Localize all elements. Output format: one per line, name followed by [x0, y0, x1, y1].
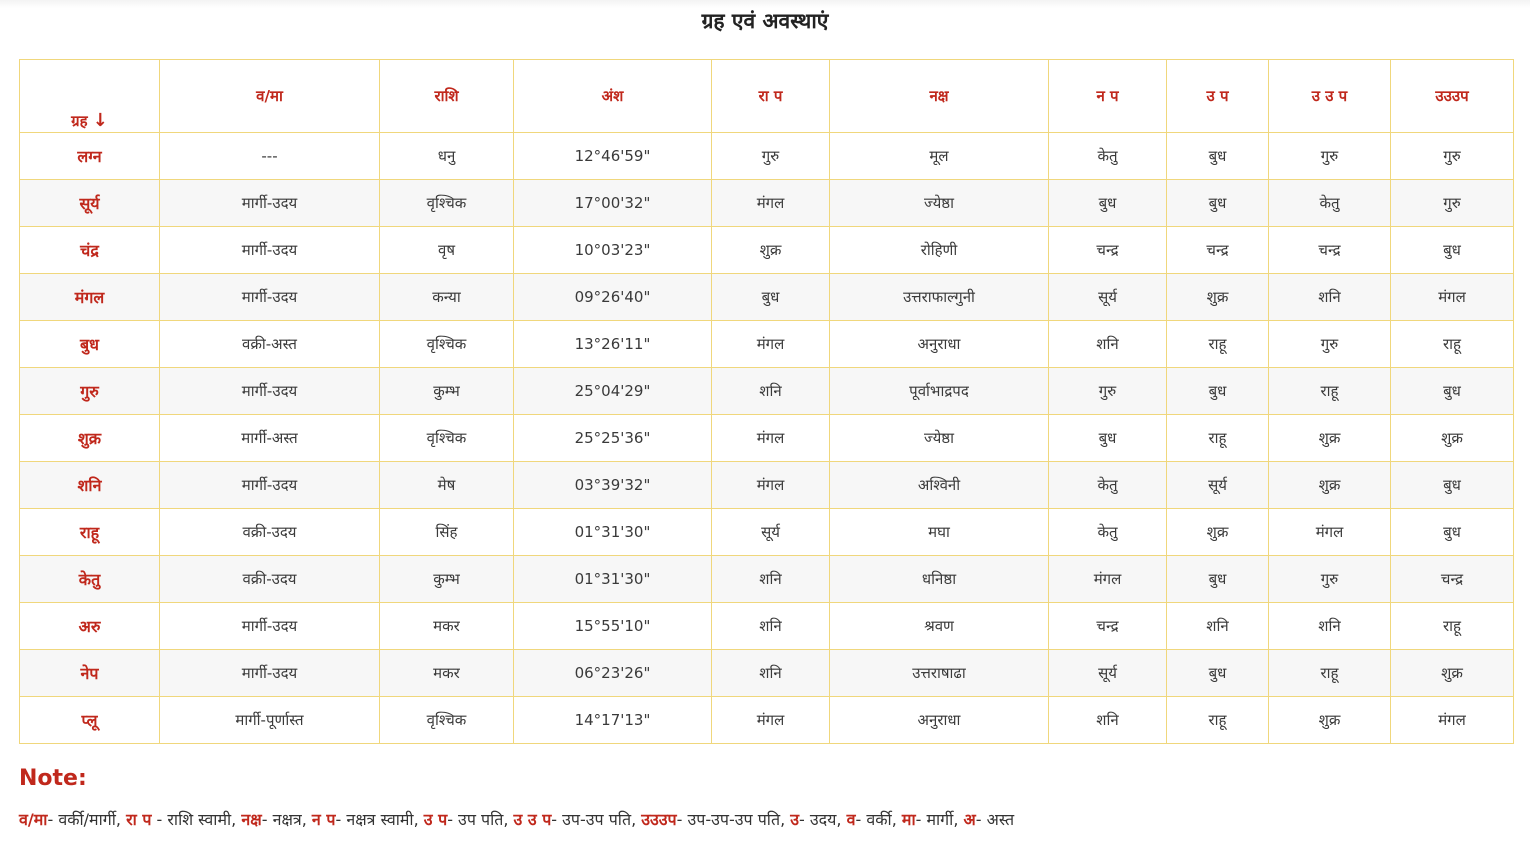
cell-ansh: 03°39'32"	[514, 462, 712, 509]
legend-text: - मार्गी,	[915, 810, 964, 829]
table-row	[20, 462, 1514, 509]
cell-uuup: शुक्र	[1391, 650, 1514, 697]
table-row	[20, 227, 1514, 274]
cell-rashi: वृश्चिक	[380, 415, 514, 462]
cell-graha: केतु	[20, 556, 160, 603]
cell-naksh: मघा	[830, 509, 1049, 556]
cell-uuup: मंगल	[1391, 697, 1514, 744]
cell-ansh: 17°00'32"	[514, 180, 712, 227]
cell-graha: चंद्र	[20, 227, 160, 274]
cell-ansh: 01°31'30"	[514, 509, 712, 556]
legend-abbr: उ प	[423, 810, 448, 829]
cell-na-pa: शनि	[1049, 697, 1167, 744]
cell-u-pa: बुध	[1167, 556, 1269, 603]
cell-u-pa: चन्द्र	[1167, 227, 1269, 274]
cell-graha: प्लू	[20, 697, 160, 744]
cell-graha: सूर्य	[20, 180, 160, 227]
cell-na-pa: सूर्य	[1049, 274, 1167, 321]
cell-ra-pa: मंगल	[712, 697, 830, 744]
cell-naksh: ज्येष्ठा	[830, 180, 1049, 227]
table-row	[20, 274, 1514, 321]
cell-graha: शुक्र	[20, 415, 160, 462]
cell-rashi: कन्या	[380, 274, 514, 321]
legend-text: - उप पति,	[447, 810, 514, 829]
cell-va-ma: मार्गी-पूर्णास्त	[160, 697, 380, 744]
cell-na-pa: केतु	[1049, 509, 1167, 556]
table-row	[20, 603, 1514, 650]
cell-naksh: उत्तराफाल्गुनी	[830, 274, 1049, 321]
cell-ra-pa: शुक्र	[712, 227, 830, 274]
table-row	[20, 180, 1514, 227]
cell-u-u-pa: राहू	[1269, 368, 1391, 415]
legend-abbr: नक्ष	[241, 810, 262, 829]
header-rashi: राशि	[380, 60, 514, 133]
cell-ra-pa: मंगल	[712, 321, 830, 368]
cell-va-ma: मार्गी-उदय	[160, 227, 380, 274]
cell-u-u-pa: राहू	[1269, 650, 1391, 697]
table-row	[20, 415, 1514, 462]
cell-naksh: ज्येष्ठा	[830, 415, 1049, 462]
table-row	[20, 368, 1514, 415]
cell-va-ma: मार्गी-उदय	[160, 274, 380, 321]
cell-u-u-pa: शनि	[1269, 274, 1391, 321]
cell-u-u-pa: गुरु	[1269, 133, 1391, 180]
cell-va-ma: मार्गी-उदय	[160, 180, 380, 227]
legend-abbr: न प	[311, 810, 336, 829]
abbreviation-legend	[19, 806, 1509, 834]
cell-ra-pa: शनि	[712, 603, 830, 650]
cell-uuup: राहू	[1391, 321, 1514, 368]
cell-u-u-pa: गुरु	[1269, 556, 1391, 603]
legend-abbr: उ उ प	[513, 810, 552, 829]
cell-rashi: वृष	[380, 227, 514, 274]
sort-down-arrow-icon: ↓	[92, 109, 108, 131]
cell-ra-pa: सूर्य	[712, 509, 830, 556]
cell-va-ma: मार्गी-उदय	[160, 650, 380, 697]
legend-abbr: उ	[790, 810, 800, 829]
cell-uuup: गुरु	[1391, 180, 1514, 227]
cell-na-pa: चन्द्र	[1049, 227, 1167, 274]
cell-na-pa: गुरु	[1049, 368, 1167, 415]
legend-abbr: व/मा	[19, 810, 48, 829]
header-ansh: अंश	[514, 60, 712, 133]
legend-text: - वर्की,	[855, 810, 902, 829]
cell-va-ma: वक्री-अस्त	[160, 321, 380, 368]
cell-va-ma: मार्गी-उदय	[160, 462, 380, 509]
cell-naksh: अनुराधा	[830, 321, 1049, 368]
cell-graha: नेप	[20, 650, 160, 697]
cell-va-ma: वक्री-उदय	[160, 509, 380, 556]
header-u-pa: उ प	[1167, 60, 1269, 133]
cell-u-pa: बुध	[1167, 133, 1269, 180]
cell-u-pa: बुध	[1167, 650, 1269, 697]
cell-rashi: कुम्भ	[380, 556, 514, 603]
cell-ansh: 14°17'13"	[514, 697, 712, 744]
table-row	[20, 650, 1514, 697]
cell-na-pa: मंगल	[1049, 556, 1167, 603]
page-title: ग्रह एवं अवस्थाएं	[701, 9, 829, 33]
cell-graha: मंगल	[20, 274, 160, 321]
planet-state-table	[19, 59, 1514, 744]
cell-graha: लग्न	[20, 133, 160, 180]
cell-na-pa: बुध	[1049, 180, 1167, 227]
cell-ra-pa: बुध	[712, 274, 830, 321]
cell-naksh: पूर्वाभाद्रपद	[830, 368, 1049, 415]
note-heading: Note:	[19, 766, 87, 791]
cell-ansh: 13°26'11"	[514, 321, 712, 368]
cell-ansh: 25°04'29"	[514, 368, 712, 415]
cell-u-u-pa: केतु	[1269, 180, 1391, 227]
cell-graha: गुरु	[20, 368, 160, 415]
legend-text: - अस्त	[975, 810, 1015, 829]
cell-rashi: धनु	[380, 133, 514, 180]
cell-ra-pa: गुरु	[712, 133, 830, 180]
cell-naksh: अश्विनी	[830, 462, 1049, 509]
cell-rashi: वृश्चिक	[380, 180, 514, 227]
cell-naksh: धनिष्ठा	[830, 556, 1049, 603]
cell-uuup: बुध	[1391, 368, 1514, 415]
cell-ansh: 15°55'10"	[514, 603, 712, 650]
cell-ansh: 06°23'26"	[514, 650, 712, 697]
cell-graha: राहू	[20, 509, 160, 556]
cell-va-ma: मार्गी-उदय	[160, 603, 380, 650]
legend-abbr: अ	[963, 810, 976, 829]
cell-va-ma: मार्गी-उदय	[160, 368, 380, 415]
cell-va-ma: वक्री-उदय	[160, 556, 380, 603]
cell-ra-pa: शनि	[712, 368, 830, 415]
cell-uuup: बुध	[1391, 227, 1514, 274]
cell-u-pa: शुक्र	[1167, 509, 1269, 556]
legend-abbr: मा	[901, 810, 916, 829]
cell-na-pa: बुध	[1049, 415, 1167, 462]
header-va-ma: व/मा	[160, 60, 380, 133]
header-naksh: नक्ष	[830, 60, 1049, 133]
cell-uuup: शुक्र	[1391, 415, 1514, 462]
cell-naksh: रोहिणी	[830, 227, 1049, 274]
cell-naksh: मूल	[830, 133, 1049, 180]
legend-text: - नक्षत्र स्वामी,	[335, 810, 424, 829]
cell-ansh: 12°46'59"	[514, 133, 712, 180]
legend-text: - नक्षत्र,	[261, 810, 312, 829]
cell-ra-pa: शनि	[712, 556, 830, 603]
header-graha-label: ग्रह	[71, 111, 88, 130]
cell-ra-pa: शनि	[712, 650, 830, 697]
cell-uuup: गुरु	[1391, 133, 1514, 180]
cell-u-u-pa: मंगल	[1269, 509, 1391, 556]
cell-na-pa: शनि	[1049, 321, 1167, 368]
legend-text: - उप-उप पति,	[551, 810, 642, 829]
table-row	[20, 133, 1514, 180]
cell-va-ma: मार्गी-अस्त	[160, 415, 380, 462]
cell-graha: शनि	[20, 462, 160, 509]
cell-u-u-pa: शुक्र	[1269, 697, 1391, 744]
cell-naksh: उत्तराषाढा	[830, 650, 1049, 697]
legend-abbr: रा प	[126, 810, 152, 829]
cell-u-pa: राहू	[1167, 697, 1269, 744]
cell-rashi: वृश्चिक	[380, 697, 514, 744]
legend-abbr: उउउप	[641, 810, 677, 829]
table-body	[20, 133, 1514, 744]
cell-uuup: चन्द्र	[1391, 556, 1514, 603]
cell-u-pa: शुक्र	[1167, 274, 1269, 321]
header-u-u-pa: उ उ प	[1269, 60, 1391, 133]
cell-u-u-pa: शनि	[1269, 603, 1391, 650]
cell-rashi: वृश्चिक	[380, 321, 514, 368]
cell-ansh: 09°26'40"	[514, 274, 712, 321]
cell-uuup: बुध	[1391, 509, 1514, 556]
cell-ra-pa: मंगल	[712, 462, 830, 509]
table-row	[20, 321, 1514, 368]
table-row	[20, 697, 1514, 744]
cell-rashi: मेष	[380, 462, 514, 509]
cell-u-pa: सूर्य	[1167, 462, 1269, 509]
cell-u-u-pa: शुक्र	[1269, 462, 1391, 509]
cell-rashi: मकर	[380, 650, 514, 697]
cell-u-pa: शनि	[1167, 603, 1269, 650]
cell-u-pa: बुध	[1167, 368, 1269, 415]
cell-na-pa: केतु	[1049, 462, 1167, 509]
cell-na-pa: सूर्य	[1049, 650, 1167, 697]
header-ra-pa: रा प	[712, 60, 830, 133]
cell-na-pa: केतु	[1049, 133, 1167, 180]
cell-graha: अरु	[20, 603, 160, 650]
cell-graha: बुध	[20, 321, 160, 368]
cell-uuup: राहू	[1391, 603, 1514, 650]
cell-naksh: श्रवण	[830, 603, 1049, 650]
cell-ansh: 25°25'36"	[514, 415, 712, 462]
legend-text: - उदय,	[799, 810, 847, 829]
legend-abbr: व	[846, 810, 856, 829]
cell-va-ma: ---	[160, 133, 380, 180]
cell-u-u-pa: चन्द्र	[1269, 227, 1391, 274]
header-na-pa: न प	[1049, 60, 1167, 133]
cell-u-pa: राहू	[1167, 415, 1269, 462]
cell-u-pa: राहू	[1167, 321, 1269, 368]
legend-text: - उप-उप-उप पति,	[676, 810, 791, 829]
cell-rashi: कुम्भ	[380, 368, 514, 415]
cell-ansh: 10°03'23"	[514, 227, 712, 274]
cell-uuup: मंगल	[1391, 274, 1514, 321]
legend-text: - वर्की/मार्गी,	[47, 810, 127, 829]
cell-ra-pa: मंगल	[712, 415, 830, 462]
cell-rashi: मकर	[380, 603, 514, 650]
table-row	[20, 556, 1514, 603]
cell-rashi: सिंह	[380, 509, 514, 556]
cell-na-pa: चन्द्र	[1049, 603, 1167, 650]
table-row	[20, 509, 1514, 556]
cell-ansh: 01°31'30"	[514, 556, 712, 603]
cell-uuup: बुध	[1391, 462, 1514, 509]
cell-u-u-pa: गुरु	[1269, 321, 1391, 368]
cell-naksh: अनुराधा	[830, 697, 1049, 744]
table-header-row	[20, 60, 1514, 133]
cell-u-u-pa: शुक्र	[1269, 415, 1391, 462]
header-uuup: उउउप	[1391, 60, 1514, 133]
cell-u-pa: बुध	[1167, 180, 1269, 227]
legend-text: - राशि स्वामी,	[151, 810, 242, 829]
cell-ra-pa: मंगल	[712, 180, 830, 227]
header-graha	[20, 60, 160, 133]
